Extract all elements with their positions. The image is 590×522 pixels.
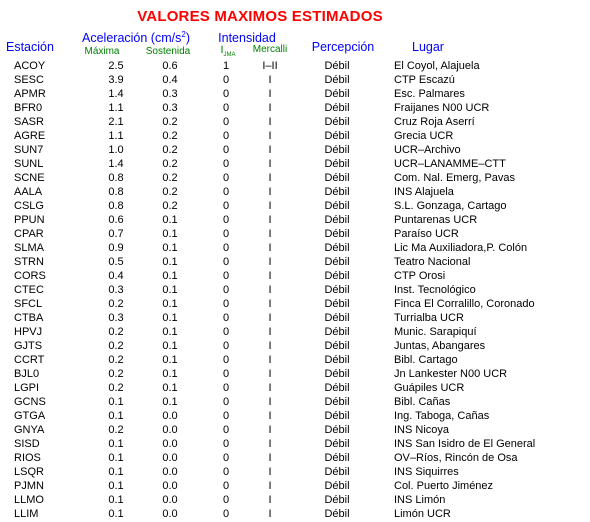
station-cell: STRN — [14, 256, 44, 268]
station-cell: AGRE — [14, 130, 46, 142]
header-lugar: Lugar — [412, 40, 444, 54]
ijma-cell: 0 — [222, 340, 230, 352]
percepcion-cell: Débil — [324, 270, 350, 282]
ijma-cell: 0 — [222, 452, 230, 464]
percepcion-cell: Débil — [324, 256, 350, 268]
mercalli-cell: I — [268, 158, 272, 170]
station-cell: CTBA — [14, 312, 44, 324]
sostenida-cell: 0.3 — [162, 102, 178, 114]
percepcion-cell: Débil — [324, 116, 350, 128]
mercalli-cell: I — [268, 256, 272, 268]
ijma-cell: 0 — [222, 326, 230, 338]
percepcion-cell: Débil — [324, 88, 350, 100]
ijma-cell: 0 — [222, 256, 230, 268]
lugar-cell: Ing. Taboga, Cañas — [394, 410, 490, 422]
sostenida-cell: 0.2 — [162, 172, 178, 184]
maxima-cell: 0.1 — [108, 452, 124, 464]
mercalli-cell: I–II — [262, 60, 278, 72]
lugar-cell: Esc. Palmares — [394, 88, 465, 100]
station-cell: BFR0 — [14, 102, 43, 114]
sostenida-cell: 0.0 — [162, 438, 178, 450]
maxima-cell: 1.4 — [108, 88, 124, 100]
station-cell: CTEC — [14, 284, 44, 296]
table-row — [0, 479, 590, 493]
mercalli-cell: I — [268, 466, 272, 478]
lugar-cell: CTP Escazú — [394, 74, 455, 86]
ijma-cell: 0 — [222, 74, 230, 86]
percepcion-cell: Débil — [324, 424, 350, 436]
lugar-cell: Bibl. Cañas — [394, 396, 451, 408]
station-cell: GCNS — [14, 396, 46, 408]
percepcion-cell: Débil — [324, 200, 350, 212]
sostenida-cell: 0.0 — [162, 494, 178, 506]
sostenida-cell: 0.2 — [162, 144, 178, 156]
percepcion-cell: Débil — [324, 130, 350, 142]
lugar-cell: CTP Orosi — [394, 270, 446, 282]
sostenida-cell: 0.0 — [162, 466, 178, 478]
mercalli-cell: I — [268, 340, 272, 352]
ijma-cell: 0 — [222, 144, 230, 156]
ijma-cell: 0 — [222, 424, 230, 436]
station-cell: SESC — [14, 74, 44, 86]
percepcion-cell: Débil — [324, 396, 350, 408]
station-cell: SASR — [14, 116, 44, 128]
table-row — [0, 423, 590, 437]
table-row — [0, 311, 590, 325]
mercalli-cell: I — [268, 88, 272, 100]
percepcion-cell: Débil — [324, 368, 350, 380]
maxima-cell: 0.8 — [108, 200, 124, 212]
sostenida-cell: 0.0 — [162, 424, 178, 436]
lugar-cell: Puntarenas UCR — [394, 214, 478, 226]
lugar-cell: Bibl. Cartago — [394, 354, 458, 366]
table-row — [0, 227, 590, 241]
percepcion-cell: Débil — [324, 326, 350, 338]
station-cell: LGPI — [14, 382, 40, 394]
mercalli-cell: I — [268, 508, 272, 520]
table-row — [0, 129, 590, 143]
lugar-cell: INS Limón — [394, 494, 446, 506]
maxima-cell: 2.1 — [108, 116, 124, 128]
mercalli-cell: I — [268, 410, 272, 422]
maxima-cell: 0.6 — [108, 214, 124, 226]
percepcion-cell: Débil — [324, 438, 350, 450]
maxima-cell: 0.1 — [108, 410, 124, 422]
station-cell: PPUN — [14, 214, 45, 226]
header-estacion: Estación — [6, 40, 54, 54]
table-row — [0, 409, 590, 423]
percepcion-cell: Débil — [324, 452, 350, 464]
ijma-cell: 0 — [222, 102, 230, 114]
data-table — [0, 59, 590, 521]
sostenida-cell: 0.3 — [162, 88, 178, 100]
mercalli-cell: I — [268, 438, 272, 450]
mercalli-cell: I — [268, 396, 272, 408]
table-row — [0, 143, 590, 157]
table-row — [0, 297, 590, 311]
sostenida-cell: 0.2 — [162, 158, 178, 170]
ijma-cell: 0 — [222, 396, 230, 408]
station-cell: SUN7 — [14, 144, 44, 156]
maxima-cell: 0.2 — [108, 368, 124, 380]
percepcion-cell: Débil — [324, 144, 350, 156]
ijma-cell: 0 — [222, 410, 230, 422]
maxima-cell: 0.2 — [108, 382, 124, 394]
percepcion-cell: Débil — [324, 284, 350, 296]
ijma-cell: 0 — [222, 270, 230, 282]
mercalli-cell: I — [268, 270, 272, 282]
percepcion-cell: Débil — [324, 102, 350, 114]
table-row — [0, 213, 590, 227]
table-row — [0, 73, 590, 87]
sostenida-cell: 0.0 — [162, 480, 178, 492]
maxima-cell: 0.9 — [108, 242, 124, 254]
mercalli-cell: I — [268, 312, 272, 324]
station-cell: APMR — [14, 88, 46, 100]
percepcion-cell: Débil — [324, 214, 350, 226]
sostenida-cell: 0.2 — [162, 200, 178, 212]
mercalli-cell: I — [268, 116, 272, 128]
subheader-i-jma-sub: JMA — [223, 52, 236, 58]
mercalli-cell: I — [268, 130, 272, 142]
maxima-cell: 0.3 — [108, 312, 124, 324]
table-row — [0, 59, 590, 73]
subheader-i-jma-letter: I — [220, 44, 224, 56]
subheader-mercalli: Mercalli — [252, 44, 288, 55]
lugar-cell: El Coyol, Alajuela — [394, 60, 480, 72]
header-percepcion: Percepción — [311, 40, 375, 54]
percepcion-cell: Débil — [324, 74, 350, 86]
table-row — [0, 199, 590, 213]
mercalli-cell: I — [268, 368, 272, 380]
mercalli-cell: I — [268, 228, 272, 240]
maxima-cell: 0.1 — [108, 480, 124, 492]
mercalli-cell: I — [268, 102, 272, 114]
station-cell: GTGA — [14, 410, 46, 422]
lugar-cell: Teatro Nacional — [394, 256, 471, 268]
lugar-cell: Jn Lankester N00 UCR — [394, 368, 508, 380]
percepcion-cell: Débil — [324, 410, 350, 422]
maxima-cell: 0.2 — [108, 326, 124, 338]
ijma-cell: 1 — [222, 60, 230, 72]
mercalli-cell: I — [268, 326, 272, 338]
percepcion-cell: Débil — [324, 382, 350, 394]
lugar-cell: Com. Nal. Emerg, Pavas — [394, 172, 516, 184]
station-cell: CORS — [14, 270, 46, 282]
table-row — [0, 451, 590, 465]
table-row — [0, 367, 590, 381]
station-cell: LSQR — [14, 466, 44, 478]
maxima-cell: 3.9 — [108, 74, 124, 86]
percepcion-cell: Débil — [324, 340, 350, 352]
lugar-cell: INS Alajuela — [394, 186, 454, 198]
mercalli-cell: I — [268, 74, 272, 86]
table-row — [0, 395, 590, 409]
lugar-cell: Grecia UCR — [394, 130, 454, 142]
percepcion-cell: Débil — [324, 494, 350, 506]
table-row — [0, 493, 590, 507]
header-intensidad: Intensidad — [218, 31, 276, 45]
ijma-cell: 0 — [222, 354, 230, 366]
maxima-cell: 1.1 — [108, 130, 124, 142]
sostenida-cell: 0.4 — [162, 74, 178, 86]
header-aceleracion-sup: 2 — [181, 29, 186, 39]
mercalli-cell: I — [268, 424, 272, 436]
mercalli-cell: I — [268, 452, 272, 464]
maxima-cell: 2.5 — [108, 60, 124, 72]
lugar-cell: Limón UCR — [394, 508, 451, 520]
table-row — [0, 171, 590, 185]
percepcion-cell: Débil — [324, 354, 350, 366]
station-cell: CCRT — [14, 354, 45, 366]
lugar-cell: Munic. Sarapiquí — [394, 326, 477, 338]
ijma-cell: 0 — [222, 466, 230, 478]
maxima-cell: 1.4 — [108, 158, 124, 170]
mercalli-cell: I — [268, 494, 272, 506]
sostenida-cell: 0.0 — [162, 452, 178, 464]
station-cell: HPVJ — [14, 326, 43, 338]
mercalli-cell: I — [268, 298, 272, 310]
header-aceleracion-close: ) — [185, 31, 190, 45]
mercalli-cell: I — [268, 186, 272, 198]
percepcion-cell: Débil — [324, 228, 350, 240]
table-row — [0, 241, 590, 255]
sostenida-cell: 0.1 — [162, 256, 178, 268]
percepcion-cell: Débil — [324, 158, 350, 170]
sostenida-cell: 0.1 — [162, 284, 178, 296]
table-row — [0, 325, 590, 339]
lugar-cell: UCR–Archivo — [394, 144, 461, 156]
sostenida-cell: 0.1 — [162, 382, 178, 394]
maxima-cell: 0.8 — [108, 186, 124, 198]
table-row — [0, 157, 590, 171]
station-cell: SUNL — [14, 158, 44, 170]
table-row — [0, 381, 590, 395]
ijma-cell: 0 — [222, 508, 230, 520]
ijma-cell: 0 — [222, 284, 230, 296]
mercalli-cell: I — [268, 200, 272, 212]
ijma-cell: 0 — [222, 242, 230, 254]
station-cell: PJMN — [14, 480, 44, 492]
table-row — [0, 255, 590, 269]
percepcion-cell: Débil — [324, 466, 350, 478]
maxima-cell: 0.3 — [108, 284, 124, 296]
sostenida-cell: 0.1 — [162, 326, 178, 338]
maxima-cell: 0.4 — [108, 270, 124, 282]
maxima-cell: 0.1 — [108, 396, 124, 408]
percepcion-cell: Débil — [324, 186, 350, 198]
percepcion-cell: Débil — [324, 480, 350, 492]
ijma-cell: 0 — [222, 214, 230, 226]
maxima-cell: 1.0 — [108, 144, 124, 156]
maxima-cell: 0.1 — [108, 508, 124, 520]
header-aceleracion — [82, 31, 190, 45]
mercalli-cell: I — [268, 242, 272, 254]
table-row — [0, 269, 590, 283]
lugar-cell: Juntas, Abangares — [394, 340, 486, 352]
ijma-cell: 0 — [222, 172, 230, 184]
station-cell: SFCL — [14, 298, 43, 310]
lugar-cell: Lic Ma Auxiliadora,P. Colón — [394, 242, 528, 254]
percepcion-cell: Débil — [324, 60, 350, 72]
sostenida-cell: 0.2 — [162, 186, 178, 198]
header-aceleracion-text: Aceleración (cm/s — [82, 31, 182, 45]
station-cell: GJTS — [14, 340, 43, 352]
page-title: VALORES MAXIMOS ESTIMADOS — [137, 8, 383, 25]
ijma-cell: 0 — [222, 116, 230, 128]
station-cell: ACOY — [14, 60, 46, 72]
ijma-cell: 0 — [222, 368, 230, 380]
station-cell: SISD — [14, 438, 40, 450]
maxima-cell: 0.8 — [108, 172, 124, 184]
table-row — [0, 339, 590, 353]
lugar-cell: UCR–LANAMME–CTT — [394, 158, 506, 170]
lugar-cell: OV–Ríos, Rincón de Osa — [394, 452, 518, 464]
lugar-cell: INS Siquirres — [394, 466, 459, 478]
lugar-cell: Inst. Tecnológico — [394, 284, 476, 296]
mercalli-cell: I — [268, 214, 272, 226]
sostenida-cell: 0.6 — [162, 60, 178, 72]
lugar-cell: Turrialba UCR — [394, 312, 464, 324]
lugar-cell: Paraíso UCR — [394, 228, 459, 240]
ijma-cell: 0 — [222, 200, 230, 212]
mercalli-cell: I — [268, 480, 272, 492]
maxima-cell: 0.7 — [108, 228, 124, 240]
station-cell: CSLG — [14, 200, 44, 212]
subheader-sostenida: Sostenida — [145, 46, 191, 57]
lugar-cell: INS San Isidro de El General — [394, 438, 536, 450]
maxima-cell: 0.2 — [108, 298, 124, 310]
maxima-cell: 0.1 — [108, 438, 124, 450]
ijma-cell: 0 — [222, 298, 230, 310]
lugar-cell: INS Nicoya — [394, 424, 450, 436]
table-row — [0, 507, 590, 521]
mercalli-cell: I — [268, 284, 272, 296]
sostenida-cell: 0.1 — [162, 214, 178, 226]
lugar-cell: Finca El Corralillo, Coronado — [394, 298, 535, 310]
sostenida-cell: 0.1 — [162, 340, 178, 352]
mercalli-cell: I — [268, 382, 272, 394]
subheader-maxima: Máxima — [84, 46, 120, 57]
table-row — [0, 87, 590, 101]
station-cell: LLIM — [14, 508, 39, 520]
maxima-cell: 0.2 — [108, 354, 124, 366]
ijma-cell: 0 — [222, 480, 230, 492]
percepcion-cell: Débil — [324, 172, 350, 184]
ijma-cell: 0 — [222, 158, 230, 170]
percepcion-cell: Débil — [324, 298, 350, 310]
lugar-cell: Col. Puerto Jiménez — [394, 480, 494, 492]
sostenida-cell: 0.1 — [162, 396, 178, 408]
ijma-cell: 0 — [222, 186, 230, 198]
ijma-cell: 0 — [222, 88, 230, 100]
station-cell: BJL0 — [14, 368, 40, 380]
station-cell: GNYA — [14, 424, 45, 436]
percepcion-cell: Débil — [324, 508, 350, 520]
percepcion-cell: Débil — [324, 312, 350, 324]
lugar-cell: Fraijanes N00 UCR — [394, 102, 490, 114]
station-cell: LLMO — [14, 494, 44, 506]
maxima-cell: 0.1 — [108, 466, 124, 478]
station-cell: RIOS — [14, 452, 41, 464]
station-cell: CPAR — [14, 228, 44, 240]
table-row — [0, 115, 590, 129]
sostenida-cell: 0.2 — [162, 130, 178, 142]
maxima-cell: 0.2 — [108, 340, 124, 352]
sostenida-cell: 0.1 — [162, 354, 178, 366]
station-cell: SCNE — [14, 172, 45, 184]
table-row — [0, 353, 590, 367]
ijma-cell: 0 — [222, 494, 230, 506]
table-row — [0, 437, 590, 451]
mercalli-cell: I — [268, 144, 272, 156]
sostenida-cell: 0.0 — [162, 410, 178, 422]
mercalli-cell: I — [268, 172, 272, 184]
sostenida-cell: 0.1 — [162, 228, 178, 240]
mercalli-cell: I — [268, 354, 272, 366]
lugar-cell: Cruz Roja Aserrí — [394, 116, 475, 128]
sostenida-cell: 0.1 — [162, 298, 178, 310]
table-row — [0, 185, 590, 199]
station-cell: SLMA — [14, 242, 44, 254]
ijma-cell: 0 — [222, 130, 230, 142]
maxima-cell: 0.2 — [108, 424, 124, 436]
ijma-cell: 0 — [222, 312, 230, 324]
sostenida-cell: 0.1 — [162, 312, 178, 324]
lugar-cell: Guápiles UCR — [394, 382, 465, 394]
sostenida-cell: 0.2 — [162, 116, 178, 128]
station-cell: AALA — [14, 186, 43, 198]
ijma-cell: 0 — [222, 382, 230, 394]
sostenida-cell: 0.1 — [162, 242, 178, 254]
table-row — [0, 283, 590, 297]
maxima-cell: 0.1 — [108, 494, 124, 506]
maxima-cell: 0.5 — [108, 256, 124, 268]
ijma-cell: 0 — [222, 438, 230, 450]
maxima-cell: 1.1 — [108, 102, 124, 114]
sostenida-cell: 0.1 — [162, 270, 178, 282]
lugar-cell: S.L. Gonzaga, Cartago — [394, 200, 507, 212]
sostenida-cell: 0.0 — [162, 508, 178, 520]
percepcion-cell: Débil — [324, 242, 350, 254]
ijma-cell: 0 — [222, 228, 230, 240]
table-row — [0, 101, 590, 115]
table-row — [0, 465, 590, 479]
sostenida-cell: 0.1 — [162, 368, 178, 380]
